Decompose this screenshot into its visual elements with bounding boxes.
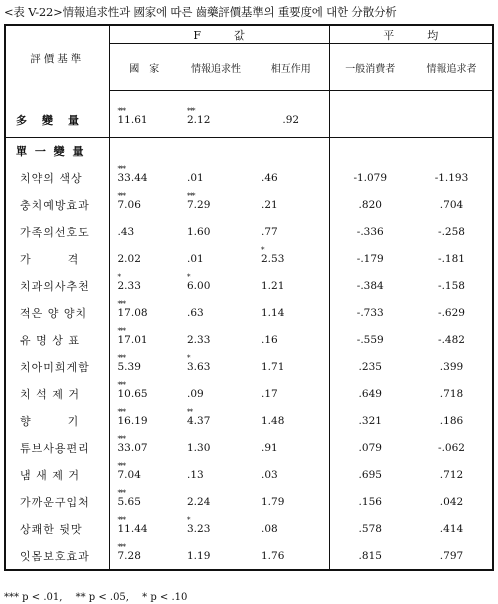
mean-seeker-value: -.062 — [411, 434, 493, 461]
f-value-group-header: F 값 — [109, 25, 329, 44]
criterion-label: 향 기 — [5, 407, 109, 434]
f-info-value: 1.60 — [187, 225, 211, 238]
table-row — [5, 245, 493, 272]
f-country-value: .43 — [117, 225, 135, 238]
mean-seeker-value: .712 — [411, 461, 493, 488]
f-country-value: *** 33.07 — [117, 434, 148, 454]
table-row — [5, 515, 493, 542]
mean-seeker-value: .399 — [411, 353, 493, 380]
mean-seeker-value: .797 — [411, 542, 493, 570]
mean-seeker-value: -.482 — [411, 326, 493, 353]
mean-seeker-value: .042 — [411, 488, 493, 515]
f-interaction-value: .91 — [261, 441, 278, 454]
mean-seeker-value: -.258 — [411, 218, 493, 245]
criterion-label: 가족의선호도 — [5, 218, 109, 245]
mean-seeker-value: -1.193 — [411, 164, 493, 191]
f-info-value: *** 7.29 — [187, 191, 211, 211]
significance-mark: *** — [117, 407, 125, 416]
significance-mark: *** — [117, 488, 125, 497]
col-header-info-seeker: 情報追求者 — [411, 44, 493, 91]
mean-general-value: .578 — [358, 522, 382, 535]
table-row — [5, 434, 493, 461]
significance-mark: *** — [117, 380, 125, 389]
criterion-label: 치 석 제 거 — [5, 380, 109, 407]
mean-general-value: .815 — [329, 542, 411, 570]
multi-f-country: *** 11.61 — [117, 107, 148, 126]
col-header-general-consumer: 一般消費者 — [329, 44, 411, 91]
criterion-label: 잇몸보호효과 — [5, 542, 109, 570]
f-info-value: * 3.63 — [187, 353, 211, 373]
criterion-label: 치아미희게함 — [5, 353, 109, 380]
table-row — [5, 488, 493, 515]
f-info-value: .63 — [187, 306, 204, 319]
f-interaction-value: 1.14 — [261, 306, 285, 319]
mean-general-value: .649 — [358, 387, 382, 400]
mean-general-value: -.733 — [356, 306, 384, 319]
f-info-value: 2.24 — [187, 495, 211, 508]
criterion-label: 냄 새 제 거 — [5, 461, 109, 488]
f-interaction-value: .77 — [261, 225, 278, 238]
f-interaction-value: * 2.53 — [261, 245, 285, 265]
f-country-value: *** 11.44 — [117, 515, 148, 535]
criterion-label: 튜브사용편리 — [5, 434, 109, 461]
significance-mark: *** — [117, 353, 125, 362]
f-interaction-value: 1.21 — [261, 279, 285, 292]
multivariate-row — [5, 103, 493, 138]
f-country-value: *** 10.65 — [117, 380, 148, 400]
significance-mark: * — [187, 353, 190, 362]
significance-footnote: *** p < .01, ** p < .05, * p < .10 — [4, 592, 188, 603]
f-interaction-value: .46 — [261, 171, 278, 184]
mean-general-value: .321 — [358, 414, 382, 427]
significance-mark: *** — [117, 515, 125, 524]
f-info-value: 1.19 — [187, 549, 211, 562]
multi-f-info: *** 2.12 — [187, 107, 211, 126]
f-interaction-value: .03 — [261, 468, 278, 481]
f-country-value: *** 16.19 — [117, 407, 148, 427]
f-info-value: * 6.00 — [187, 272, 211, 292]
mean-general-value: .235 — [358, 360, 382, 373]
mean-general-value: -.336 — [356, 225, 384, 238]
f-interaction-value: .08 — [261, 522, 278, 535]
table-row — [5, 272, 493, 299]
f-country-value: *** 17.01 — [117, 326, 148, 346]
mean-seeker-value: .414 — [411, 515, 493, 542]
significance-mark: * — [261, 245, 264, 254]
f-interaction-value: .21 — [261, 198, 278, 211]
mean-general-value: .695 — [358, 468, 382, 481]
mean-general-value: .079 — [358, 441, 382, 454]
mean-group-header: 平 均 — [329, 25, 493, 44]
significance-mark: *** — [117, 326, 125, 335]
significance-mark: ** — [187, 407, 192, 416]
significance-mark: *** — [187, 191, 195, 200]
table-row — [5, 407, 493, 434]
f-country-value: *** 5.39 — [117, 353, 141, 373]
table-row — [5, 380, 493, 407]
anova-table — [4, 24, 494, 571]
f-info-value: .13 — [187, 468, 204, 481]
table-row — [5, 326, 493, 353]
mean-general-value: .156 — [358, 495, 382, 508]
f-info-value: ** 4.37 — [187, 407, 211, 427]
criterion-label: 가까운구입처 — [5, 488, 109, 515]
mean-general-value: .820 — [358, 198, 382, 211]
stub-header: 評價基準 — [5, 25, 109, 91]
mean-general-value: -.384 — [356, 279, 384, 292]
f-country-value: *** 5.65 — [117, 488, 141, 508]
criterion-label: 치과의사추천 — [5, 272, 109, 299]
multi-f-interaction: .92 — [253, 103, 329, 138]
f-country-value: *** 17.08 — [117, 299, 148, 319]
mean-seeker-value: -.158 — [411, 272, 493, 299]
criterion-label: 상쾌한 뒷맛 — [5, 515, 109, 542]
table-row — [5, 164, 493, 191]
f-info-value: 1.30 — [187, 441, 211, 454]
mean-general-value: -1.079 — [353, 171, 388, 184]
table-row — [5, 542, 493, 570]
mean-general-value: -.559 — [356, 333, 384, 346]
mean-seeker-value: -.629 — [411, 299, 493, 326]
significance-mark: *** — [117, 542, 125, 551]
table-row — [5, 461, 493, 488]
f-country-value: *** 7.06 — [117, 191, 141, 211]
f-interaction-value: 1.71 — [261, 360, 285, 373]
f-info-value: * 3.23 — [187, 515, 211, 535]
significance-mark: * — [187, 272, 190, 281]
criterion-label: 가 격 — [5, 245, 109, 272]
table-row — [5, 218, 493, 245]
significance-mark: * — [187, 515, 190, 524]
criterion-label: 적은 양 양치 — [5, 299, 109, 326]
table-caption: <表 V-22>情報追求性과 國家에 따른 齒藥評價基準의 重要度에 대한 分散分析 — [4, 5, 397, 19]
f-interaction-value: 1.76 — [261, 549, 285, 562]
table-row — [5, 191, 493, 218]
table-row — [5, 299, 493, 326]
f-interaction-value: .17 — [261, 387, 278, 400]
f-country-value: * 2.33 — [117, 272, 141, 292]
f-country-value: *** 7.28 — [117, 542, 141, 562]
f-info-value: .09 — [187, 387, 204, 400]
significance-mark: *** — [117, 434, 125, 443]
mean-seeker-value: .718 — [411, 380, 493, 407]
univariate-section-label: 單 一 變 量 — [5, 138, 109, 165]
criterion-label: 유 명 상 표 — [5, 326, 109, 353]
significance-mark: *** — [117, 299, 125, 308]
f-interaction-value: .16 — [261, 333, 278, 346]
mean-general-value: -.179 — [356, 252, 384, 265]
significance-mark: *** — [117, 461, 125, 470]
significance-mark: * — [117, 272, 120, 281]
col-header-country: 國 家 — [109, 44, 179, 91]
significance-mark: *** — [117, 164, 125, 173]
f-info-value: .01 — [187, 171, 204, 184]
f-interaction-value: 1.48 — [261, 414, 285, 427]
criterion-label: 치약의 색상 — [5, 164, 109, 191]
col-header-info-seeking: 情報追求性 — [179, 44, 253, 91]
mean-seeker-value: -.181 — [411, 245, 493, 272]
table-row — [5, 353, 493, 380]
f-country-value: *** 33.44 — [117, 164, 148, 184]
f-info-value: .01 — [187, 252, 204, 265]
mean-seeker-value: .186 — [411, 407, 493, 434]
mean-seeker-value: .704 — [411, 191, 493, 218]
f-info-value: 2.33 — [187, 333, 211, 346]
significance-mark: *** — [117, 191, 125, 200]
multivariate-label: 多 變 量 — [5, 103, 109, 138]
f-country-value: *** 7.04 — [117, 461, 141, 481]
f-country-value: 2.02 — [117, 252, 141, 265]
f-interaction-value: 1.79 — [261, 495, 285, 508]
criterion-label: 충치예방효과 — [5, 191, 109, 218]
col-header-interaction: 相互作用 — [253, 44, 329, 91]
